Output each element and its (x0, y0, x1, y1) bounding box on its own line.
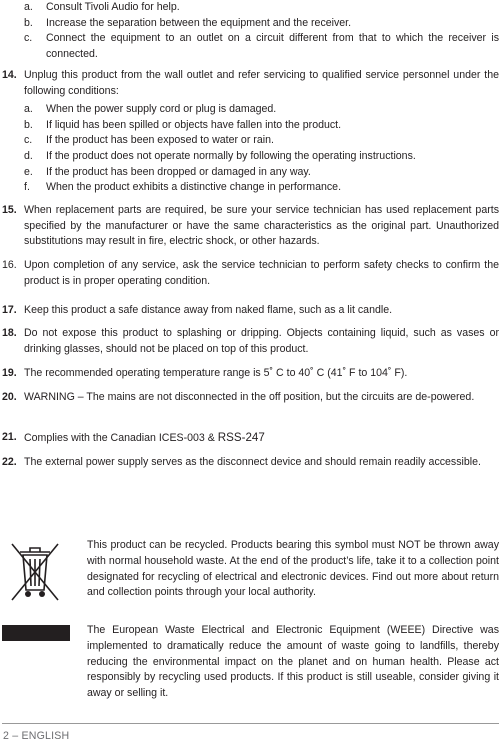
page-number: 2 – ENGLISH (3, 730, 70, 742)
subitem-text: Consult Tivoli Audio for help. (46, 1, 180, 13)
item-text: Upon completion of any service, ask the service technician to perform safety checks to confirm the product is in proper operating condition. (24, 259, 499, 287)
item-number: 16. (2, 259, 17, 271)
compliance-text: Complies with the Canadian ICES-003 & (24, 432, 215, 444)
subitem-label: b. (24, 118, 33, 131)
item-text (0, 430, 501, 447)
subitem-label: b. (24, 16, 33, 29)
subitem-text: If liquid has been spilled or objects have fallen into the product. (46, 118, 342, 131)
item-number: 22. (2, 456, 17, 468)
list-item (0, 180, 501, 196)
safety-item-22 (0, 455, 501, 471)
subitem-text: When the product exhibits a distinctive change in performance. (46, 181, 342, 194)
item-text: The external power supply serves as the disconnect device and should remain readily accessible. (24, 456, 481, 468)
subitem-label: f. (24, 181, 30, 194)
item-number: 19. (2, 367, 17, 379)
list-item (0, 149, 501, 165)
safety-item-17 (0, 303, 501, 319)
item-sublist (0, 102, 501, 196)
item-number: 21. (2, 431, 17, 443)
safety-item-21 (0, 430, 501, 447)
item-text: Unplug this product from the wall outlet and refer servicing to qualified service personnel under the following conditions: (24, 69, 499, 97)
weee-paragraph: The European Waste Electrical and Electronic Equipment (WEEE) Directive was implemented to dramatically reduce the amount of waste going to landfills, thereby reducing the environmental impact on the planet and on human health. Please act responsibly by recycling used products. If this product is still useable, consider giving it away or selling it. (87, 624, 499, 700)
list-item (0, 16, 501, 32)
subitem-label: c. (24, 134, 33, 147)
safety-item-16 (0, 258, 501, 289)
list-item (0, 31, 501, 62)
list-item (0, 102, 501, 118)
item-number: 18. (2, 327, 17, 339)
subitem-label: d. (24, 149, 33, 162)
item-text: Keep this product a safe distance away from naked flame, such as a lit candle. (24, 304, 393, 316)
safety-item-18 (0, 326, 501, 357)
list-item (0, 133, 501, 149)
item-number: 20. (2, 391, 17, 403)
weee-black-bar (2, 625, 70, 641)
subitem-text: When the power supply cord or plug is damaged. (46, 103, 277, 116)
subitem-label: a. (24, 1, 33, 13)
subitem-label: c. (24, 32, 33, 45)
list-item (0, 118, 501, 134)
safety-item-14 (0, 68, 501, 196)
safety-item-20 (0, 390, 501, 406)
safety-item-15 (0, 203, 501, 250)
safety-item-19 (0, 366, 501, 382)
list-item (0, 165, 501, 181)
list-item (0, 0, 501, 16)
rss-label: RSS-247 (217, 431, 265, 444)
recycling-paragraph: This product can be recycled. Products bearing this symbol must NOT be thrown away with normal household waste. At the end of the product’s life, take it to a collection point designated for recycling of electrical and electronic devices. Find out more about return and collection points through your local authority. (87, 539, 499, 599)
item-text: The recommended operating temperature range is 5˚ C to 40˚ C (41˚ F to 104˚ F). (24, 367, 408, 379)
crossed-out-wheelie-bin-icon (8, 538, 62, 608)
subitem-label: a. (24, 103, 33, 116)
item-text: Do not expose this product to splashing or dripping. Objects containing liquid, such as vases or drinking glasses, should not be placed on top of this product. (24, 327, 499, 355)
item-number: 17. (2, 304, 17, 316)
item-number: 15. (2, 204, 17, 216)
subitem-text: Connect the equipment to an outlet on a circuit different from that to which the receiver is connected. (46, 32, 499, 60)
continued-sublist (0, 0, 501, 62)
item-text: WARNING – The mains are not disconnected in the off position, but the circuits are de-powered. (24, 391, 475, 403)
subitem-text: Increase the separation between the equipment and the receiver. (46, 16, 352, 29)
item-number: 14. (2, 69, 17, 81)
footer-divider (2, 723, 499, 724)
subitem-text: If the product has been dropped or damaged in any way. (46, 165, 311, 178)
subitem-label: e. (24, 165, 33, 178)
item-text: When replacement parts are required, be sure your service technician has used replacement parts specified by the manufacturer or have the same characteristics as the original part. Unauthorized substitutions may result in fire, electric shock, or other hazards. (24, 204, 499, 248)
subitem-text: If the product does not operate normally by following the operating instructions. (46, 149, 416, 162)
subitem-text: If the product has been exposed to water or rain. (46, 134, 274, 147)
